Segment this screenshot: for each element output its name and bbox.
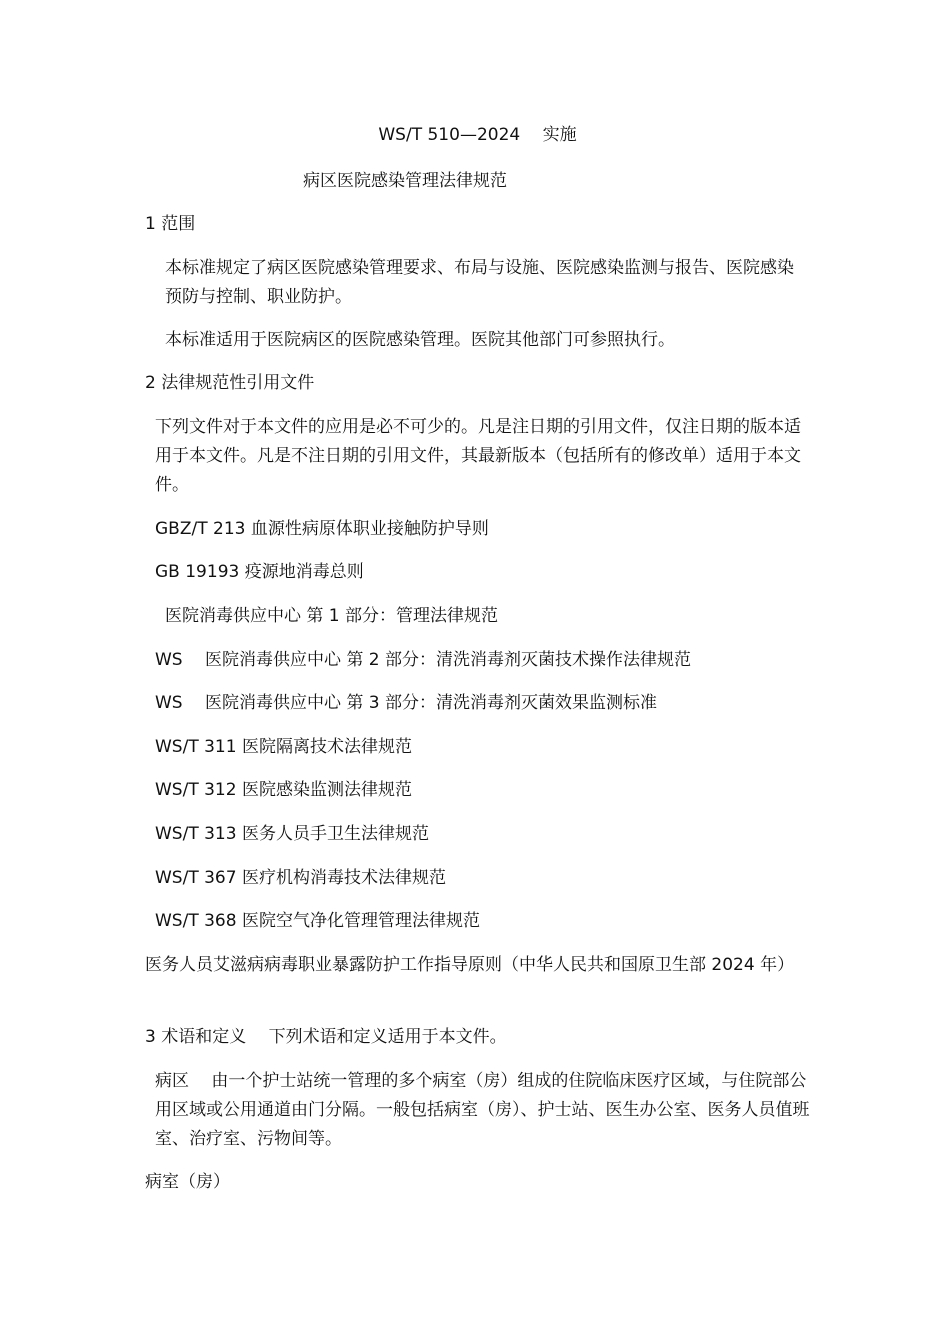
section-3-heading: 3 术语和定义 下列术语和定义适用于本文件。 bbox=[145, 1027, 507, 1047]
section-2-paragraph-2: 医务人员艾滋病病毒职业暴露防护工作指导原则（中华人民共和国原卫生部 2024 年） bbox=[145, 955, 795, 975]
term-definition-ward: 病区 由一个护士站统一管理的多个病室（房）组成的住院临床医疗区域，与住院部公用区域或公用通道由门分隔。一般包括病室（房）、护士站、医生办公室、医务人员值班室、治疗室、污物间等。 bbox=[155, 1071, 810, 1149]
term-ward-room: 病室（房） bbox=[145, 1172, 230, 1192]
reference-item: WS/T 313 医务人员手卫生法律规范 bbox=[155, 824, 429, 844]
section-1-paragraph-2: 本标准适用于医院病区的医院感染管理。医院其他部门可参照执行。 bbox=[165, 330, 675, 350]
standard-number: WS/T 510—2024 实施 bbox=[378, 125, 577, 145]
section-1-paragraph-1: 本标准规定了病区医院感染管理要求、布局与设施、医院感染监测与报告、医院感染预防与控制、职业防护。 bbox=[165, 258, 794, 307]
reference-item: WS/T 312 医院感染监测法律规范 bbox=[155, 780, 412, 800]
reference-item: GB 19193 疫源地消毒总则 bbox=[155, 562, 364, 582]
reference-item: GBZ/T 213 血源性病原体职业接触防护导则 bbox=[155, 519, 489, 539]
reference-item: WS/T 368 医院空气净化管理管理法律规范 bbox=[155, 911, 480, 931]
reference-item: WS/T 311 医院隔离技术法律规范 bbox=[155, 737, 412, 757]
reference-item: WS/T 367 医疗机构消毒技术法律规范 bbox=[155, 868, 446, 888]
section-1-heading: 1 范围 bbox=[145, 214, 196, 234]
reference-item: WS 医院消毒供应中心 第 3 部分：清洗消毒剂灭菌效果监测标准 bbox=[155, 693, 658, 713]
section-2-heading: 2 法律规范性引用文件 bbox=[145, 373, 315, 393]
document-title: 病区医院感染管理法律规范 bbox=[303, 171, 507, 191]
section-2-paragraph-1: 下列文件对于本文件的应用是必不可少的。凡是注日期的引用文件，仅注日期的版本适用于本文件。凡是不注日期的引用文件，其最新版本（包括所有的修改单）适用于本文件。 bbox=[155, 417, 801, 495]
reference-item: WS 医院消毒供应中心 第 2 部分：清洗消毒剂灭菌技术操作法律规范 bbox=[155, 650, 692, 670]
reference-item: 医院消毒供应中心 第 1 部分：管理法律规范 bbox=[165, 606, 499, 626]
